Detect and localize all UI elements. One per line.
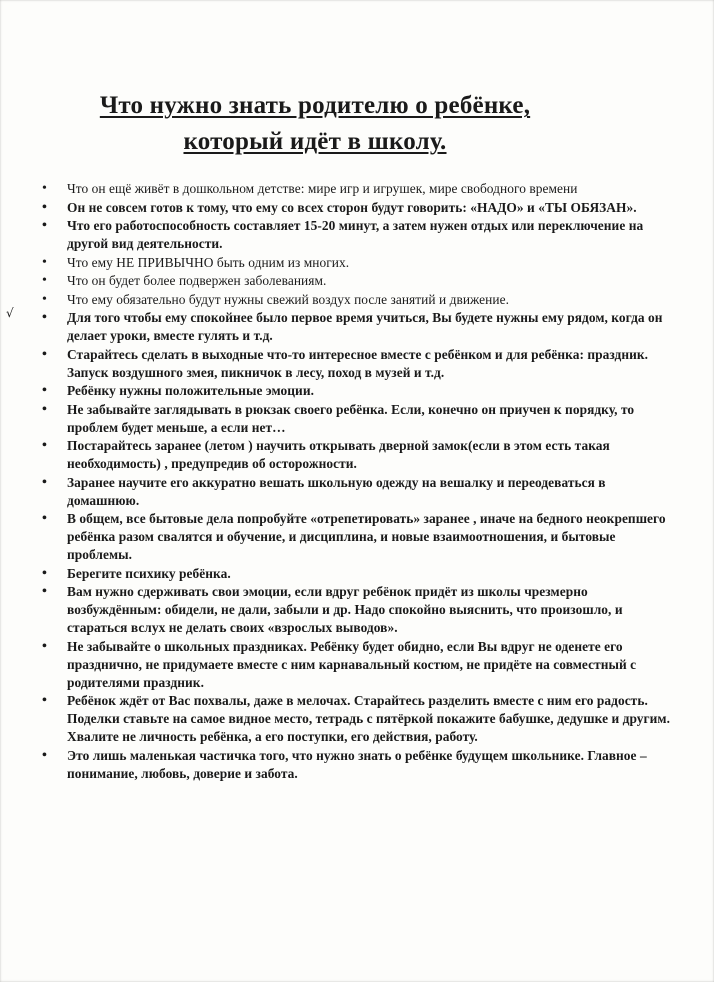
bullet-icon: •	[42, 474, 47, 490]
list-item	[40, 692, 680, 746]
list-item	[40, 474, 680, 510]
bullet-list	[40, 180, 680, 783]
bullet-icon: •	[42, 565, 47, 581]
list-item	[40, 254, 680, 272]
list-item	[40, 272, 680, 290]
title-line-1: Что нужно знать родителю о ребёнке,	[99, 92, 531, 119]
list-item-text: Он не совсем готов к тому, что ему со всех сторон будут говорить: «НАДО» и «ТЫ ОБЯЗАН».	[67, 199, 637, 215]
list-item	[40, 638, 680, 692]
list-item-text: Что его работоспособность составляет 15-20 минут, а затем нужен отдых или переключение на другой вид деятельности.	[67, 218, 644, 251]
list-item-text: Что ему обязательно будут нужны свежий воздух после занятий и движение.	[67, 291, 509, 307]
list-item	[40, 401, 680, 437]
list-item	[40, 437, 680, 473]
bullet-icon: •	[42, 218, 47, 233]
list-item	[40, 199, 680, 217]
list-item	[40, 747, 680, 783]
list-item	[40, 382, 680, 400]
list-item	[40, 291, 680, 309]
bullet-icon: •	[42, 438, 47, 453]
list-item	[40, 309, 680, 345]
title-line-2: который идёт в школу.	[183, 128, 447, 155]
margin-check-mark: √	[6, 306, 14, 320]
bullet-icon: •	[42, 638, 47, 654]
list-item-text: В общем, все бытовые дела попробуйте «отрепетировать» заранее , иначе на бедного неокрепшего ребёнка разом свалятся и обучение, и дисциплина, и новые взаимоотношения, и бытовые проблемы.	[67, 511, 666, 562]
list-item	[40, 346, 680, 382]
bullet-icon: •	[42, 693, 47, 708]
bullet-icon: •	[42, 291, 47, 307]
list-item	[40, 510, 680, 564]
list-item-text: Постарайтесь заранее (летом ) научить открывать дверной замок(если в этом есть такая необходимость) , предупредив об осторожности.	[67, 438, 610, 471]
page-title	[0, 88, 630, 160]
bullet-icon: •	[42, 584, 47, 599]
list-item-text: Не забывайте о школьных праздниках. Ребёнку будет обидно, если Вы вдруг не оденете его празднично, не придумаете вместе с ним карнавальный костюм, не придёте на совместный с родителями праздник.	[67, 638, 637, 690]
list-item-text: Ребёнок ждёт от Вас похвалы, даже в мелочах. Старайтесь разделить вместе с ним его радость. Поделки ставьте на самое видное место, тетрадь с пятёркой покажите бабушке, дедушке и другим. Хвалите не личность ребёнка, а его поступки, его действия, работу.	[67, 693, 670, 744]
list-item	[40, 583, 680, 637]
list-item	[40, 565, 680, 583]
list-item-text: Берегите психику ребёнка.	[67, 565, 231, 581]
list-item	[40, 217, 680, 253]
bullet-icon: •	[42, 254, 47, 270]
bullet-icon: •	[42, 273, 47, 288]
list-item-text: Что он ещё живёт в дошкольном детстве: мире игр и игрушек, мире свободного времени	[67, 181, 578, 196]
list-item-text: Что он будет более подвержен заболеваниям.	[67, 273, 327, 288]
list-item-text: Вам нужно сдерживать свои эмоции, если вдруг ребёнок придёт из школы чрезмерно возбуждённым: обидели, не дали, забыли и др. Надо спокойно выяснить, что произошло, и стараться вслух не делать своих «взрослых выводов».	[67, 584, 623, 635]
bullet-icon: •	[42, 346, 47, 362]
bullet-icon: •	[42, 310, 47, 325]
list-item-text: Что ему НЕ ПРИВЫЧНО быть одним из многих.	[67, 254, 350, 270]
list-item-text: Старайтесь сделать в выходные что-то интересное вместе с ребёнком и для ребёнка: праздник. Запуск воздушного змея, пикничок в лесу, поход в музей и т.д.	[67, 346, 649, 380]
list-item-text: Это лишь маленькая частичка того, что нужно знать о ребёнке будущем школьнике. Главное – понимание, любовь, доверие и забота.	[67, 747, 647, 781]
bullet-icon: •	[42, 181, 47, 196]
list-item-text: Не забывайте заглядывать в рюкзак своего ребёнка. Если, конечно он приучен к порядку, то проблем будет меньше, а если нет…	[67, 401, 635, 435]
bullet-icon: •	[42, 511, 47, 526]
list-item	[40, 180, 680, 198]
list-item-text: Ребёнку нужны положительные эмоции.	[67, 383, 314, 398]
bullet-icon: •	[42, 383, 47, 398]
bullet-icon: •	[42, 401, 47, 417]
bullet-icon: •	[42, 199, 47, 215]
list-item-text: Для того чтобы ему спокойнее было первое время учиться, Вы будете нужны ему рядом, когда он делает уроки, вместе гулять и т.д.	[67, 310, 663, 343]
list-item-text: Заранее научите его аккуратно вешать школьную одежду на вешалку и переодеваться в домашнюю.	[67, 474, 606, 508]
bullet-icon: •	[42, 747, 47, 763]
